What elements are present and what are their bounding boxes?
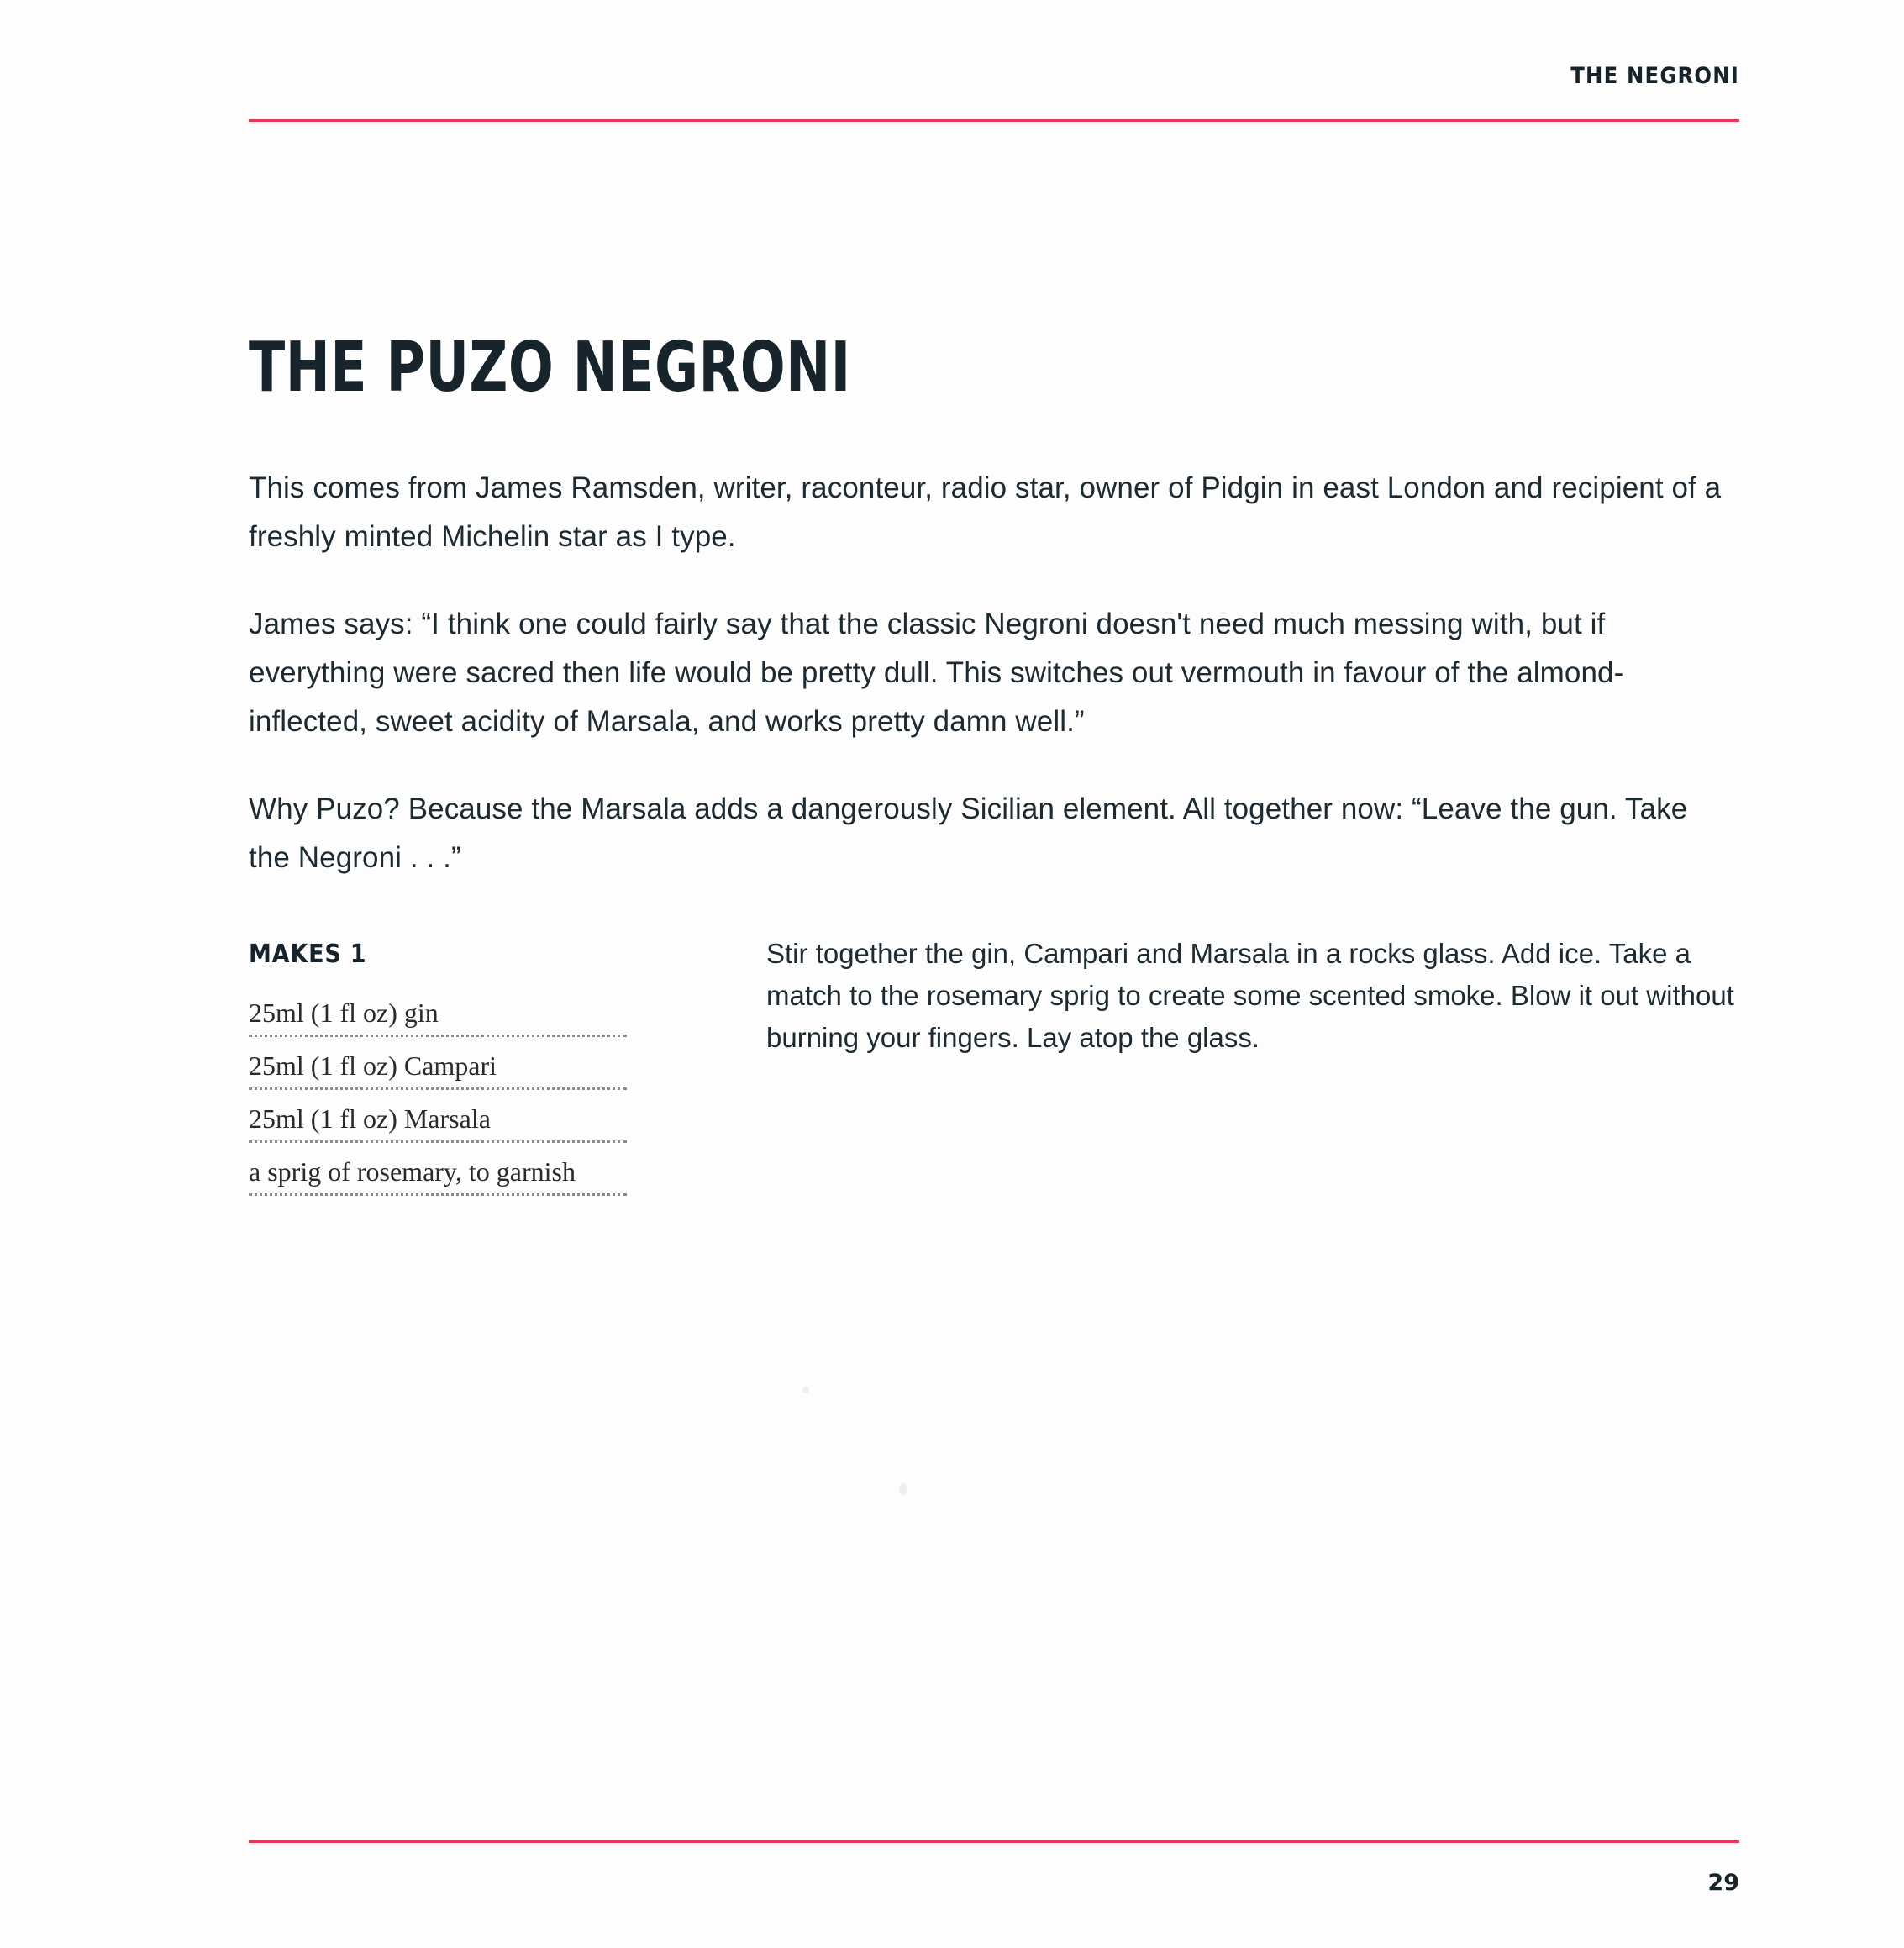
list-item: 25ml (1 fl oz) gin xyxy=(249,996,627,1037)
method-text: Stir together the gin, Campari and Marsala in a rocks glass. Add ice. Take a match to the rosemary sprig to create some scented smoke. Blow it out without burning your fingers. Lay atop the glass. xyxy=(766,938,1734,1053)
list-item: 25ml (1 fl oz) Campari xyxy=(249,1049,627,1090)
list-item: a sprig of rosemary, to garnish xyxy=(249,1155,627,1196)
makes-label: MAKES 1 xyxy=(249,940,367,969)
page-number: 29 xyxy=(1707,1870,1739,1896)
intro-paragraph-1: This comes from James Ramsden, writer, raconteur, radio star, owner of Pidgin in east London and recipient of a freshly minted Michelin star as I type. xyxy=(249,471,1722,553)
intro-text xyxy=(249,464,1736,921)
intro-paragraph-3: Why Puzo? Because the Marsala adds a dangerously Sicilian element. All together now: “Leave the gun. Take the Negroni . . .” xyxy=(249,792,1688,874)
intro-paragraph-2: James says: “I think one could fairly say that the classic Negroni doesn't need much messing with, but if everything were sacred then life would be pretty dull. This switches out vermouth in favour of the almond-inflected, sweet acidity of Marsala, and works pretty damn well.” xyxy=(249,608,1624,738)
bottom-rule xyxy=(249,1840,1739,1843)
page-title: THE PUZO NEGRONI xyxy=(249,327,851,408)
top-rule xyxy=(249,119,1739,122)
scan-speck xyxy=(802,1387,809,1393)
ingredients-list xyxy=(249,996,627,1208)
list-item: 25ml (1 fl oz) Marsala xyxy=(249,1102,627,1143)
scan-speck xyxy=(899,1483,907,1495)
running-head: THE NEGRONI xyxy=(1570,63,1739,89)
